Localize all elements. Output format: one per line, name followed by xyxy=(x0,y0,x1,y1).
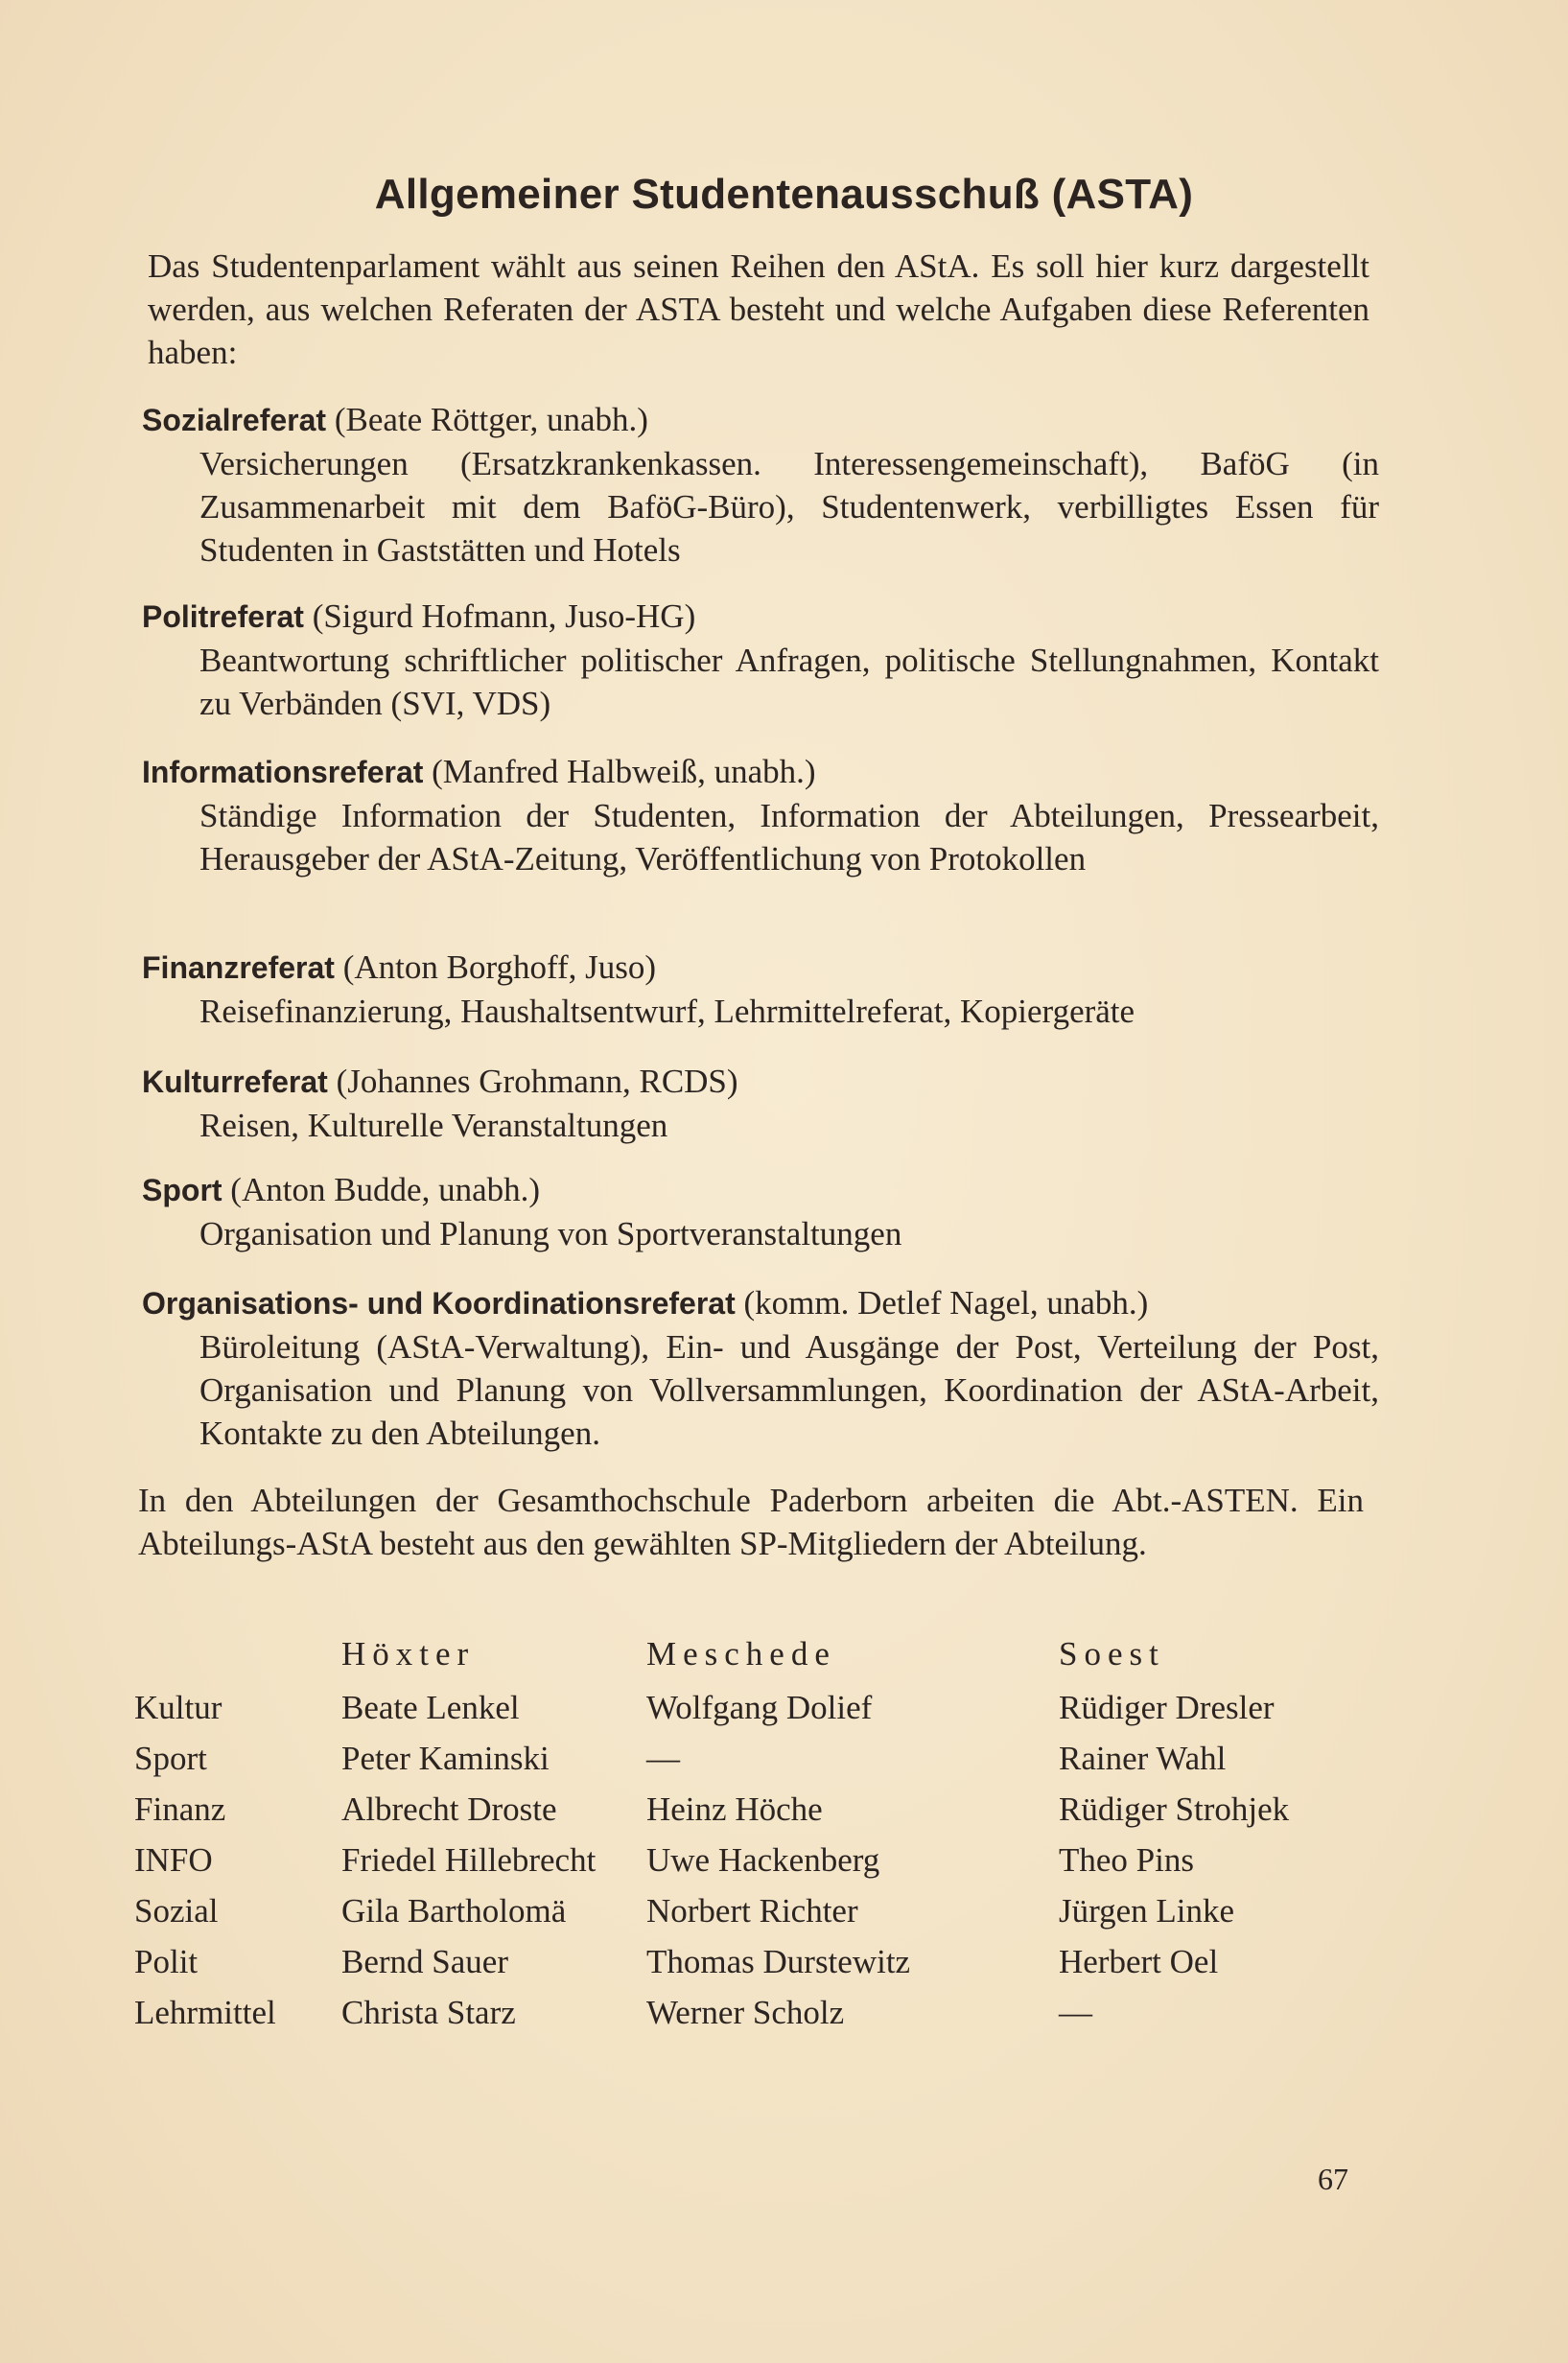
table-cell-role: Sozial xyxy=(134,1891,219,1930)
table-cell-role: Finanz xyxy=(134,1790,226,1828)
section-sozialreferat xyxy=(142,398,1379,572)
page-number: 67 xyxy=(1318,2162,1348,2196)
table-cell: Thomas Durstewitz xyxy=(646,1942,911,1980)
section-informationsreferat xyxy=(142,750,1379,880)
table-cell-role: Kultur xyxy=(134,1688,222,1726)
section-body: Ständige Information der Studenten, Information der Abteilungen, Pressearbeit, Herausgeber der AStA-Zeitung, Veröffentlichung von Protokollen xyxy=(199,797,1379,877)
table-cell: Beate Lenkel xyxy=(341,1688,520,1726)
table-cell: Jürgen Linke xyxy=(1059,1891,1235,1930)
section-heading xyxy=(142,750,1379,794)
section-heading xyxy=(142,595,1379,639)
table-cell: Norbert Richter xyxy=(646,1891,858,1930)
table-row xyxy=(134,1835,1366,1885)
table-header-row xyxy=(134,1626,1366,1682)
table-cell: Bernd Sauer xyxy=(341,1942,508,1980)
section-person: (Beate Röttger, unabh.) xyxy=(334,401,648,438)
table-row xyxy=(134,1784,1366,1835)
table-cell: — xyxy=(646,1739,680,1777)
table-cell-role: Lehrmittel xyxy=(134,1993,276,2031)
table-cell: Albrecht Droste xyxy=(341,1790,557,1828)
table-cell: Friedel Hillebrecht xyxy=(341,1840,597,1879)
abteilungen-paragraph xyxy=(138,1479,1364,1565)
section-body: Büroleitung (AStA-Verwaltung), Ein- und Ausgänge der Post, Verteilung der Post, Organisation und Planung von Vollversammlungen, Koordination der AStA-Arbeit, Kontakte zu den Abteilungen. xyxy=(199,1328,1379,1452)
abteilungen-text: In den Abteilungen der Gesamthochschule Paderborn arbeiten die Abt.-ASTEN. Ein Abteilungs-AStA besteht aus den gewählten SP-Mitgliedern der Abteilung. xyxy=(138,1482,1364,1562)
section-body: Reisen, Kulturelle Veranstaltungen xyxy=(199,1107,668,1144)
section-heading xyxy=(142,1060,1379,1104)
table-row xyxy=(134,1733,1366,1784)
section-kulturreferat xyxy=(142,1060,1379,1147)
table-cell-role: Sport xyxy=(134,1739,207,1777)
intro-text: Das Studentenparlament wählt aus seinen Reihen den AStA. Es soll hier kurz dargestellt werden, aus welchen Referaten der ASTA besteht und welche Aufgaben diese Referenten haben: xyxy=(148,247,1369,371)
section-name: Organisations- und Koordinationsreferat xyxy=(142,1286,736,1321)
table-row xyxy=(134,1936,1366,1987)
table-header-cell: Meschede xyxy=(646,1635,836,1673)
section-heading xyxy=(142,946,1379,990)
section-person: (Anton Budde, unabh.) xyxy=(230,1171,541,1208)
table-row xyxy=(134,1682,1366,1733)
section-organisationsreferat xyxy=(142,1281,1379,1455)
table-cell: Uwe Hackenberg xyxy=(646,1840,880,1879)
intro-paragraph xyxy=(148,245,1369,374)
table-header-cell xyxy=(134,1626,341,1682)
section-body: Versicherungen (Ersatzkrankenkassen. Interessengemeinschaft), BaföG (in Zusammenarbeit mit dem BaföG-Büro), Studentenwerk, verbilligtes Essen für Studenten in Gaststätten und Hotels xyxy=(199,445,1379,569)
section-person: (Anton Borghoff, Juso) xyxy=(342,948,657,986)
table-cell: Heinz Höche xyxy=(646,1790,823,1828)
table-cell: Theo Pins xyxy=(1059,1840,1194,1879)
section-politreferat xyxy=(142,595,1379,725)
page-title: Allgemeiner Studentenausschuß (ASTA) xyxy=(374,171,1194,218)
section-name: Sport xyxy=(142,1173,222,1207)
section-heading xyxy=(142,1281,1379,1325)
table-header-cell: Höxter xyxy=(341,1635,476,1673)
table-row xyxy=(134,1987,1366,2038)
table-cell: Werner Scholz xyxy=(646,1993,845,2031)
section-body: Beantwortung schriftlicher politischer Anfragen, politische Stellungnahmen, Kontakt zu Verbänden (SVI, VDS) xyxy=(199,642,1379,722)
table-cell: Wolfgang Dolief xyxy=(646,1688,873,1726)
section-name: Sozialreferat xyxy=(142,403,327,437)
table-cell: Gila Bartholomä xyxy=(341,1891,567,1930)
section-name: Politreferat xyxy=(142,599,304,634)
table-row xyxy=(134,1885,1366,1936)
section-body: Organisation und Planung von Sportveranstaltungen xyxy=(199,1215,902,1252)
section-heading xyxy=(142,398,1379,442)
section-body: Reisefinanzierung, Haushaltsentwurf, Lehrmittelreferat, Kopiergeräte xyxy=(199,993,1135,1030)
table-cell: — xyxy=(1059,1993,1092,2031)
section-name: Kulturreferat xyxy=(142,1065,328,1099)
abteilungs-asta-table xyxy=(134,1626,1366,2038)
section-person: (Manfred Halbweiß, unabh.) xyxy=(432,753,816,790)
section-person: (komm. Detlef Nagel, unabh.) xyxy=(743,1284,1149,1322)
table-cell: Peter Kaminski xyxy=(341,1739,550,1777)
section-finanzreferat xyxy=(142,946,1379,1033)
table-cell: Rüdiger Strohjek xyxy=(1059,1790,1290,1828)
table-cell: Christa Starz xyxy=(341,1993,516,2031)
section-person: (Johannes Grohmann, RCDS) xyxy=(336,1063,738,1100)
section-person: (Sigurd Hofmann, Juso-HG) xyxy=(312,597,696,635)
table-cell: Rüdiger Dresler xyxy=(1059,1688,1275,1726)
section-heading xyxy=(142,1168,1379,1212)
section-sport xyxy=(142,1168,1379,1255)
table-cell-role: Polit xyxy=(134,1942,199,1980)
table-cell-role: INFO xyxy=(134,1840,213,1879)
section-name: Finanzreferat xyxy=(142,950,335,985)
table-header-cell: Soest xyxy=(1059,1635,1165,1673)
table-cell: Herbert Oel xyxy=(1059,1942,1219,1980)
section-name: Informationsreferat xyxy=(142,755,424,789)
table-cell: Rainer Wahl xyxy=(1059,1739,1227,1777)
